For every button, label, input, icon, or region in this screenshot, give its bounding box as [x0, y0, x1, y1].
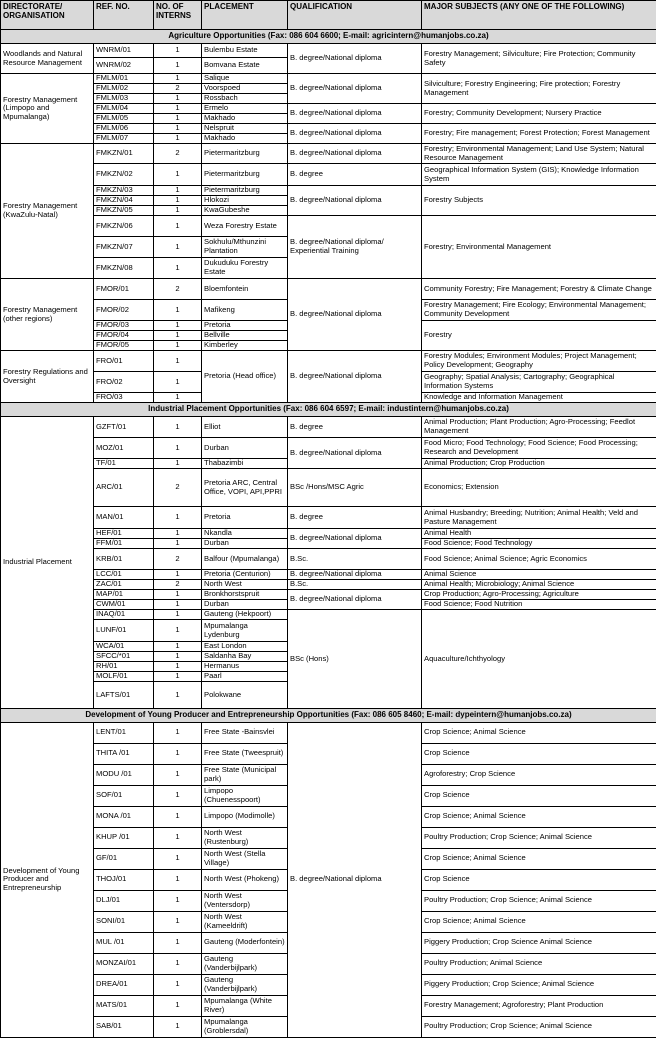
interns-cell: 1 [154, 507, 202, 529]
placement-cell: Durban [202, 539, 288, 549]
placement-cell: Saldanha Bay [202, 652, 288, 662]
interns-cell: 1 [154, 393, 202, 403]
placement-cell: Dukuduku Forestry Estate [202, 258, 288, 279]
ref-no-cell: MONZAI/01 [94, 953, 154, 974]
ref-no-cell: FMLM/07 [94, 134, 154, 144]
table-body [1, 30, 656, 1038]
interns-cell: 1 [154, 124, 202, 134]
subjects-cell: Food Science; Food Technology [422, 539, 656, 549]
interns-cell: 1 [154, 58, 202, 74]
table-row [1, 590, 656, 600]
section-header-row [1, 403, 656, 417]
ref-no-cell: SONI/01 [94, 911, 154, 932]
interns-cell: 2 [154, 469, 202, 507]
qualification-cell: B. degree/National diploma [288, 351, 422, 403]
qualification-cell: B. degree/National diploma [288, 104, 422, 124]
header-placement: PLACEMENT [202, 1, 288, 30]
table-row [1, 570, 656, 580]
placement-cell: Pietermaritzburg [202, 144, 288, 164]
placement-cell: Pietermaritzburg [202, 164, 288, 186]
table-row [1, 507, 656, 529]
ref-no-cell: WNRM/01 [94, 44, 154, 58]
interns-cell: 1 [154, 459, 202, 469]
ref-no-cell: FMKZN/02 [94, 164, 154, 186]
ref-no-cell: MOLF/01 [94, 672, 154, 682]
interns-cell: 1 [154, 642, 202, 652]
ref-no-cell: THOJ/01 [94, 869, 154, 890]
qualification-cell: B. degree [288, 164, 422, 186]
subjects-cell: Forestry [422, 321, 656, 351]
ref-no-cell: HEF/01 [94, 529, 154, 539]
ref-no-cell: FMLM/02 [94, 84, 154, 94]
ref-no-cell: FMKZN/01 [94, 144, 154, 164]
directorate-cell: Forestry Management (Limpopo and Mpumalanga) [1, 74, 94, 144]
qualification-cell: B. degree/National diploma [288, 144, 422, 164]
subjects-cell: Knowledge and Information Management [422, 393, 656, 403]
ref-no-cell: FMKZN/08 [94, 258, 154, 279]
interns-cell: 1 [154, 590, 202, 600]
table-row [1, 549, 656, 570]
placement-cell: Pretoria ARC, Central Office, VOPI, API,PPRI [202, 469, 288, 507]
interns-cell: 1 [154, 94, 202, 104]
interns-cell: 1 [154, 417, 202, 438]
interns-cell: 1 [154, 438, 202, 459]
placement-cell: Mpumalanga (White River) [202, 995, 288, 1016]
ref-no-cell: THITA /01 [94, 743, 154, 764]
subjects-cell: Crop Science [422, 869, 656, 890]
ref-no-cell: KHUP /01 [94, 827, 154, 848]
ref-no-cell: LAFTS/01 [94, 682, 154, 709]
subjects-cell: Geographical Information System (GIS); Knowledge Information System [422, 164, 656, 186]
placement-cell: Pretoria (Head office) [202, 351, 288, 403]
ref-no-cell: MODU /01 [94, 764, 154, 785]
ref-no-cell: INAQ/01 [94, 610, 154, 620]
ref-no-cell: SAB/01 [94, 1016, 154, 1037]
ref-no-cell: LCC/01 [94, 570, 154, 580]
interns-cell: 1 [154, 216, 202, 237]
interns-cell: 1 [154, 258, 202, 279]
ref-no-cell: GF/01 [94, 848, 154, 869]
interns-cell: 1 [154, 237, 202, 258]
interns-cell: 1 [154, 672, 202, 682]
placement-cell: Free State (Tweespruit) [202, 743, 288, 764]
qualification-cell: B. degree/National diploma [288, 590, 422, 610]
subjects-cell: Forestry; Environmental Management [422, 216, 656, 279]
interns-cell: 1 [154, 529, 202, 539]
ref-no-cell: FMLM/05 [94, 114, 154, 124]
ref-no-cell: FRO/03 [94, 393, 154, 403]
subjects-cell: Animal Health; Microbiology; Animal Science [422, 580, 656, 590]
table-row [1, 438, 656, 459]
subjects-cell: Crop Science; Animal Science [422, 722, 656, 743]
placement-cell: Makhado [202, 134, 288, 144]
subjects-cell: Forestry; Fire management; Forest Protection; Forest Management [422, 124, 656, 144]
interns-cell: 1 [154, 104, 202, 114]
table-row [1, 186, 656, 196]
subjects-cell: Animal Health [422, 529, 656, 539]
directorate-cell: Forestry Management (other regions) [1, 279, 94, 351]
qualification-cell: B. degree/National diploma [288, 74, 422, 104]
ref-no-cell: ARC/01 [94, 469, 154, 507]
table-row [1, 610, 656, 620]
directorate-cell: Woodlands and Natural Resource Management [1, 44, 94, 74]
placement-cell: Bellville [202, 331, 288, 341]
placement-cell: Voorspoed [202, 84, 288, 94]
placement-cell: Rossbach [202, 94, 288, 104]
subjects-cell: Animal Production; Crop Production [422, 459, 656, 469]
table-row [1, 417, 656, 438]
section-title: Agriculture Opportunities (Fax: 086 604 6600; E-mail: agricintern@humanjobs.co.za) [1, 30, 656, 44]
interns-cell: 1 [154, 953, 202, 974]
placement-cell: Salique [202, 74, 288, 84]
placement-cell: North West (Ventersdorp) [202, 890, 288, 911]
ref-no-cell: DREA/01 [94, 974, 154, 995]
placement-cell: North West (Phokeng) [202, 869, 288, 890]
qualification-cell: B. degree/National diploma [288, 186, 422, 216]
placement-cell: Free State (Municipal park) [202, 764, 288, 785]
directorate-cell: Forestry Management (KwaZulu-Natal) [1, 144, 94, 279]
placement-cell: Hermanus [202, 662, 288, 672]
ref-no-cell: FMKZN/05 [94, 206, 154, 216]
placement-cell: Bulembu Estate [202, 44, 288, 58]
interns-cell: 1 [154, 743, 202, 764]
ref-no-cell: SFCC/*01 [94, 652, 154, 662]
ref-no-cell: DLJ/01 [94, 890, 154, 911]
qualification-cell: B. degree [288, 507, 422, 529]
subjects-cell: Aquaculture/Ichthyology [422, 610, 656, 709]
header-qualification: QUALIFICATION [288, 1, 422, 30]
subjects-cell: Animal Science [422, 570, 656, 580]
subjects-cell: Economics; Extension [422, 469, 656, 507]
table-row [1, 74, 656, 84]
placement-cell: KwaGubeshe [202, 206, 288, 216]
subjects-cell: Poultry Production; Crop Science; Animal Science [422, 890, 656, 911]
directorate-cell: Industrial Placement [1, 417, 94, 709]
interns-cell: 1 [154, 164, 202, 186]
placement-cell: Ermelo [202, 104, 288, 114]
placement-cell: Thabazimbi [202, 459, 288, 469]
ref-no-cell: FMKZN/07 [94, 237, 154, 258]
placement-cell: North West (Rustenburg) [202, 827, 288, 848]
subjects-cell: Forestry; Community Development; Nursery Practice [422, 104, 656, 124]
ref-no-cell: FMLM/01 [94, 74, 154, 84]
placement-cell: Gauteng (Vanderbijlpark) [202, 974, 288, 995]
ref-no-cell: FMKZN/04 [94, 196, 154, 206]
interns-cell: 1 [154, 134, 202, 144]
subjects-cell: Forestry Modules; Environment Modules; Project Management; Policy Development; Geography [422, 351, 656, 372]
subjects-cell: Community Forestry; Fire Management; Forestry & Climate Change [422, 279, 656, 300]
interns-cell: 1 [154, 848, 202, 869]
qualification-cell: B.Sc. [288, 580, 422, 590]
ref-no-cell: FMKZN/03 [94, 186, 154, 196]
subjects-cell: Forestry Management; Agroforestry; Plant Production [422, 995, 656, 1016]
ref-no-cell: FMOR/03 [94, 321, 154, 331]
interns-cell: 2 [154, 279, 202, 300]
subjects-cell: Crop Science; Animal Science [422, 911, 656, 932]
table-row [1, 469, 656, 507]
interns-cell: 1 [154, 785, 202, 806]
interns-cell: 1 [154, 652, 202, 662]
table-row [1, 44, 656, 58]
interns-cell: 1 [154, 662, 202, 672]
interns-cell: 1 [154, 570, 202, 580]
subjects-cell: Crop Science; Animal Science [422, 806, 656, 827]
placement-cell: Free State -Bainsvlei [202, 722, 288, 743]
header-ref-no: REF. NO. [94, 1, 154, 30]
placement-cell: East London [202, 642, 288, 652]
subjects-cell: Crop Science; Animal Science [422, 848, 656, 869]
table-row [1, 722, 656, 743]
placement-cell: Gauteng (Hekpoort) [202, 610, 288, 620]
subjects-cell: Geography; Spatial Analysis; Cartography; Geographical Information Systems [422, 372, 656, 393]
ref-no-cell: TF/01 [94, 459, 154, 469]
subjects-cell: Piggery Production; Crop Science Animal Science [422, 932, 656, 953]
placement-cell: Nkandla [202, 529, 288, 539]
table-row [1, 580, 656, 590]
directorate-cell: Forestry Regulations and Oversight [1, 351, 94, 403]
directorate-cell: Development of Young Producer and Entrepreneurship [1, 722, 94, 1037]
qualification-cell: B. degree/National diploma [288, 44, 422, 74]
qualification-cell: B.Sc. [288, 549, 422, 570]
table-row [1, 124, 656, 134]
interns-cell: 1 [154, 206, 202, 216]
ref-no-cell: FMOR/05 [94, 341, 154, 351]
placement-cell: Weza Forestry Estate [202, 216, 288, 237]
placement-cell: Paarl [202, 672, 288, 682]
ref-no-cell: WNRM/02 [94, 58, 154, 74]
placement-cell: Mpumalanga (Groblersdal) [202, 1016, 288, 1037]
placement-cell: Pretoria [202, 507, 288, 529]
ref-no-cell: GZFT/01 [94, 417, 154, 438]
interns-cell: 1 [154, 932, 202, 953]
ref-no-cell: CWM/01 [94, 600, 154, 610]
subjects-cell: Animal Husbandry; Breeding; Nutrition; Animal Health; Veld and Pasture Management [422, 507, 656, 529]
placement-cell: Balfour (Mpumalanga) [202, 549, 288, 570]
ref-no-cell: MONA /01 [94, 806, 154, 827]
interns-cell: 1 [154, 341, 202, 351]
header-row [1, 1, 656, 30]
interns-cell: 1 [154, 351, 202, 372]
placement-cell: Sokhulu/Mthunzini Plantation [202, 237, 288, 258]
interns-cell: 1 [154, 186, 202, 196]
placement-cell: Bloemfontein [202, 279, 288, 300]
subjects-cell: Forestry Subjects [422, 186, 656, 216]
ref-no-cell: WCA/01 [94, 642, 154, 652]
subjects-cell: Poultry Production; Crop Science; Animal Science [422, 1016, 656, 1037]
interns-cell: 1 [154, 806, 202, 827]
interns-cell: 1 [154, 331, 202, 341]
interns-cell: 1 [154, 300, 202, 321]
ref-no-cell: MAN/01 [94, 507, 154, 529]
placement-cell: Pretoria [202, 321, 288, 331]
ref-no-cell: MUL /01 [94, 932, 154, 953]
subjects-cell: Food Science; Food Nutrition [422, 600, 656, 610]
ref-no-cell: SOF/01 [94, 785, 154, 806]
ref-no-cell: FMOR/02 [94, 300, 154, 321]
placement-cell: Kimberley [202, 341, 288, 351]
placement-cell: Bomvana Estate [202, 58, 288, 74]
qualification-cell: B. degree/National diploma [288, 124, 422, 144]
qualification-cell: B. degree/National diploma/ Experiential Training [288, 216, 422, 279]
qualification-cell: BSc (Hons) [288, 610, 422, 709]
interns-cell: 1 [154, 974, 202, 995]
interns-cell: 1 [154, 44, 202, 58]
section-title: Development of Young Producer and Entrepreneurship Opportunities (Fax: 086 605 8460; E-mail: dypeintern@humanjobs.co.za) [1, 708, 656, 722]
header-directorate: DIRECTORATE/ ORGANISATION [1, 1, 94, 30]
section-title: Industrial Placement Opportunities (Fax: 086 604 6597; E-mail: industintern@humanjobs.co.za) [1, 403, 656, 417]
placement-cell: Mafikeng [202, 300, 288, 321]
placement-cell: Limpopo (Chuenesspoort) [202, 785, 288, 806]
ref-no-cell: FMOR/04 [94, 331, 154, 341]
placement-cell: Polokwane [202, 682, 288, 709]
ref-no-cell: FMLM/04 [94, 104, 154, 114]
interns-cell: 1 [154, 539, 202, 549]
table-row [1, 351, 656, 372]
placement-cell: North West (Kameeldrift) [202, 911, 288, 932]
section-header-row [1, 30, 656, 44]
ref-no-cell: FMKZN/06 [94, 216, 154, 237]
subjects-cell: Silviculture; Forestry Engineering; Fire protection; Forestry Management [422, 74, 656, 104]
interns-cell: 2 [154, 144, 202, 164]
ref-no-cell: ZAC/01 [94, 580, 154, 590]
ref-no-cell: FMLM/06 [94, 124, 154, 134]
qualification-cell: B. degree/National diploma [288, 570, 422, 580]
qualification-cell: B. degree/National diploma [288, 438, 422, 469]
interns-cell: 1 [154, 764, 202, 785]
subjects-cell: Forestry; Environmental Management; Land Use System; Natural Resource Management [422, 144, 656, 164]
placement-cell: Nelspruit [202, 124, 288, 134]
ref-no-cell: FRO/02 [94, 372, 154, 393]
header-major-subjects: MAJOR SUBJECTS (ANY ONE OF THE FOLLOWING) [422, 1, 656, 30]
placement-cell: Pretoria (Centurion) [202, 570, 288, 580]
placement-cell: Limpopo (Modimolle) [202, 806, 288, 827]
interns-cell: 1 [154, 114, 202, 124]
interns-cell: 1 [154, 321, 202, 331]
subjects-cell: Poultry Production; Animal Science [422, 953, 656, 974]
placement-cell: Gauteng (Moderfontein) [202, 932, 288, 953]
subjects-cell: Crop Science [422, 743, 656, 764]
header-no-of-interns: NO. OF INTERNS [154, 1, 202, 30]
table-row [1, 529, 656, 539]
subjects-cell: Agroforestry; Crop Science [422, 764, 656, 785]
subjects-cell: Animal Production; Plant Production; Agro-Processing; Feedlot Management [422, 417, 656, 438]
ref-no-cell: MATS/01 [94, 995, 154, 1016]
interns-cell: 1 [154, 682, 202, 709]
ref-no-cell: FMLM/03 [94, 94, 154, 104]
interns-cell: 1 [154, 1016, 202, 1037]
subjects-cell: Piggery Production; Crop Science; Animal Science [422, 974, 656, 995]
table-row [1, 279, 656, 300]
subjects-cell: Food Science; Animal Science; Agric Economics [422, 549, 656, 570]
table-row [1, 164, 656, 186]
interns-cell: 1 [154, 196, 202, 206]
interns-cell: 1 [154, 827, 202, 848]
placement-cell: Gauteng (Vanderbijlpark) [202, 953, 288, 974]
subjects-cell: Forestry Management; Silviculture; Fire Protection; Community Safety [422, 44, 656, 74]
placement-cell: Makhado [202, 114, 288, 124]
table-row [1, 144, 656, 164]
subjects-cell: Forestry Management; Fire Ecology; Environmental Management; Community Development [422, 300, 656, 321]
placement-cell: Mpumalanga Lydenburg [202, 620, 288, 642]
subjects-cell: Poultry Production; Crop Science; Animal Science [422, 827, 656, 848]
interns-cell: 1 [154, 869, 202, 890]
table-row [1, 104, 656, 114]
placement-cell: North West [202, 580, 288, 590]
ref-no-cell: LUNF/01 [94, 620, 154, 642]
placement-cell: North West (Stella Village) [202, 848, 288, 869]
interns-cell: 2 [154, 84, 202, 94]
qualification-cell: BSc /Hons/MSC Agric [288, 469, 422, 507]
qualification-cell: B. degree/National diploma [288, 529, 422, 549]
placement-cell: Durban [202, 438, 288, 459]
interns-cell: 2 [154, 549, 202, 570]
qualification-cell: B. degree [288, 417, 422, 438]
subjects-cell: Crop Science [422, 785, 656, 806]
ref-no-cell: FRO/01 [94, 351, 154, 372]
ref-no-cell: KRB/01 [94, 549, 154, 570]
subjects-cell: Food Micro; Food Technology; Food Science; Food Processing; Research and Development [422, 438, 656, 459]
interns-cell: 1 [154, 995, 202, 1016]
qualification-cell: B. degree/National diploma [288, 722, 422, 1037]
ref-no-cell: MOZ/01 [94, 438, 154, 459]
placement-cell: Pietermaritzburg [202, 186, 288, 196]
placement-cell: Hlokozi [202, 196, 288, 206]
ref-no-cell: FFM/01 [94, 539, 154, 549]
qualification-cell: B. degree/National diploma [288, 279, 422, 351]
section-header-row [1, 708, 656, 722]
placement-cell: Elliot [202, 417, 288, 438]
ref-no-cell: LENT/01 [94, 722, 154, 743]
interns-cell: 1 [154, 600, 202, 610]
placement-cell: Bronkhorstspruit [202, 590, 288, 600]
interns-cell: 1 [154, 620, 202, 642]
interns-cell: 1 [154, 372, 202, 393]
interns-cell: 2 [154, 580, 202, 590]
subjects-cell: Crop Production; Agro-Processing; Agriculture [422, 590, 656, 600]
ref-no-cell: MAP/01 [94, 590, 154, 600]
ref-no-cell: FMOR/01 [94, 279, 154, 300]
interns-cell: 1 [154, 610, 202, 620]
interns-cell: 1 [154, 722, 202, 743]
placement-cell: Durban [202, 600, 288, 610]
interns-cell: 1 [154, 890, 202, 911]
interns-cell: 1 [154, 911, 202, 932]
interns-cell: 1 [154, 74, 202, 84]
table-row [1, 216, 656, 237]
ref-no-cell: RH/01 [94, 662, 154, 672]
